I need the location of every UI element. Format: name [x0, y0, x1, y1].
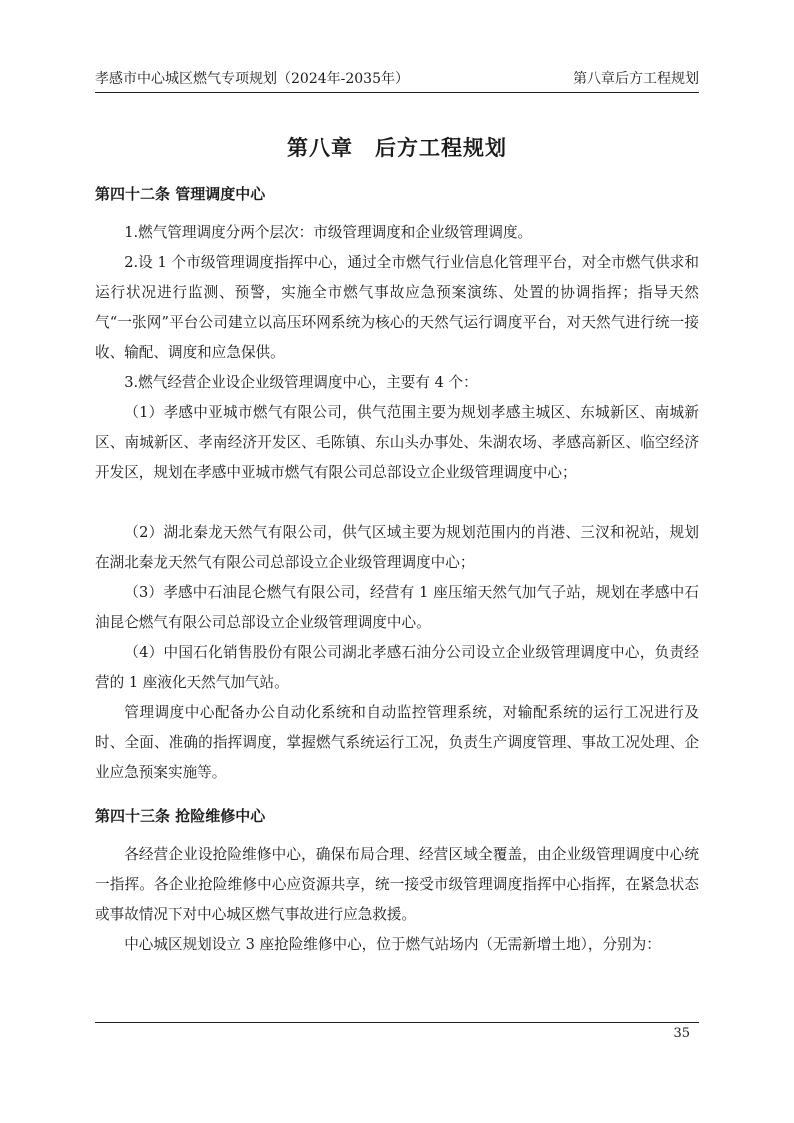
header-chapter-name: 第八章后方工程规划	[573, 71, 699, 87]
page-header	[95, 66, 699, 93]
article-42-title: 第四十二条 管理调度中心	[95, 185, 266, 203]
footer-divider	[95, 1022, 699, 1023]
article-42-paragraph-3: 3.燃气经营企业设企业级管理调度中心，主要有 4 个：	[124, 374, 478, 391]
article-42-item-3: （3）孝感中石油昆仑燃气有限公司，经营有 1 座压缩天然气加气子站，规划在孝感中石油昆仑燃气有限公司总部设立企业级管理调度中心。	[95, 584, 699, 631]
article-42-paragraph-2: 2.设 1 个市级管理调度指挥中心，通过全市燃气行业信息化管理平台，对全市燃气供求和运行状况进行监测、预警，实施全市燃气事故应急预案演练、处置的协调指挥；指导天然气“一张网”平台公司建立以高压环网系统为核心的天然气运行调度平台，对天然气进行统一接收、输配、调度和应急保供。	[95, 254, 699, 361]
article-43-paragraph-2: 中心城区规划设立 3 座抢险维修中心，位于燃气站场内（无需新增土地），分别为：	[124, 936, 661, 953]
article-43-title: 第四十三条 抢险维修中心	[95, 807, 266, 825]
header-document-title: 孝感市中心城区燃气专项规划（2024年-2035年）	[95, 71, 409, 87]
article-42-item-1: （1）孝感中亚城市燃气有限公司，供气范围主要为规划孝感主城区、东城新区、南城新区、南城新区、孝南经济开发区、毛陈镇、东山头办事处、朱湖农场、孝感高新区、临空经济开发区，规划在孝感中亚城市燃气有限公司总部设立企业级管理调度中心；	[95, 404, 699, 481]
article-42-paragraph-summary: 管理调度中心配备办公自动化系统和自动监控管理系统，对输配系统的运行工况进行及时、全面、准确的指挥调度，掌握燃气系统运行工况，负责生产调度管理、事故工况处理、企业应急预案实施等。	[95, 704, 699, 781]
article-43-paragraph-1: 各经营企业设抢险维修中心，确保布局合理、经营区域全覆盖，由企业级管理调度中心统一指挥。各企业抢险维修中心应资源共享，统一接受市级管理调度指挥中心指挥，在紧急状态或事故情况下对中心城区燃气事故进行应急救援。	[95, 846, 699, 923]
article-42-paragraph-1: 1.燃气管理调度分两个层次：市级管理调度和企业级管理调度。	[124, 224, 533, 241]
page-number: 35	[673, 1026, 690, 1041]
chapter-title: 第八章 后方工程规划	[287, 136, 507, 160]
article-42-item-2: （2）湖北秦龙天然气有限公司，供气区域主要为规划范围内的肖港、三汊和祝站，规划在湖北秦龙天然气有限公司总部设立企业级管理调度中心；	[95, 524, 699, 571]
article-42-item-4: （4）中国石化销售股份有限公司湖北孝感石油分公司设立企业级管理调度中心，负责经营的 1 座液化天然气加气站。	[95, 644, 699, 691]
